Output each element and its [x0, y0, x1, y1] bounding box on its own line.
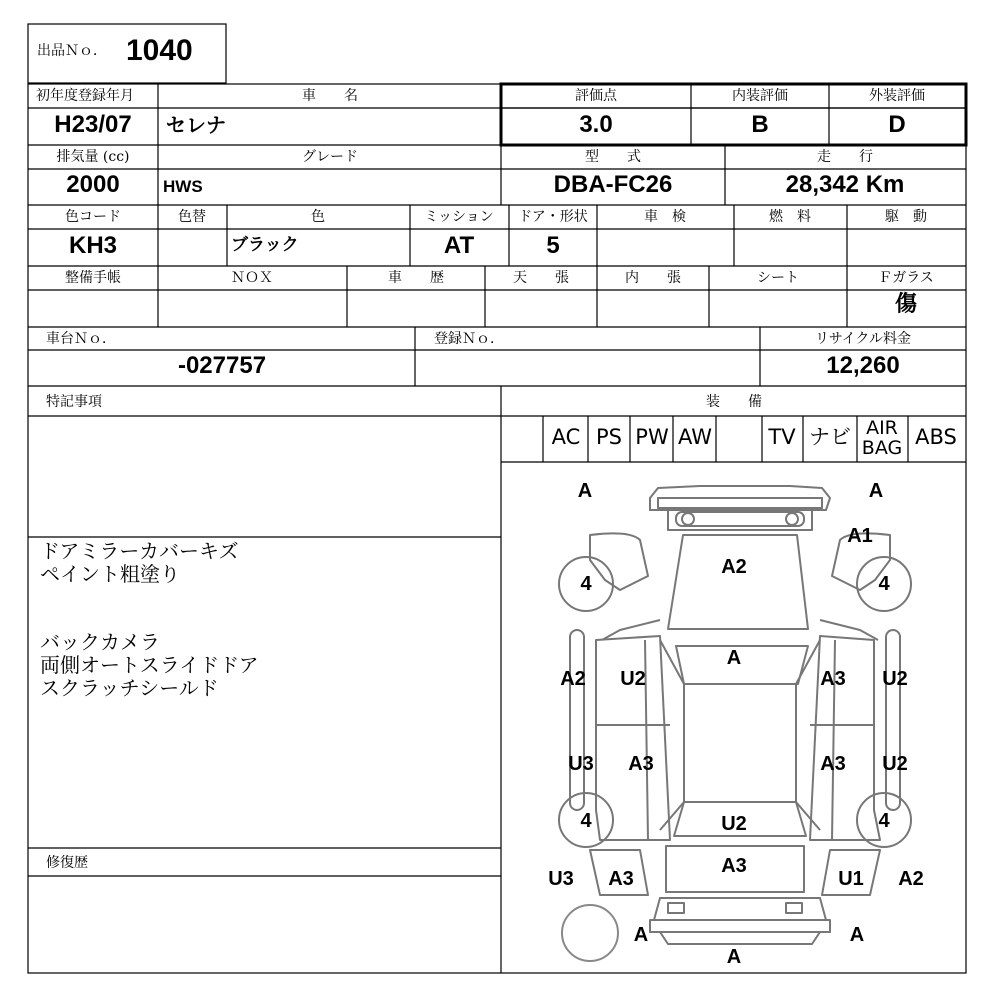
grade-label: グレード [302, 149, 358, 165]
f-glass-label: Ｆガラス [878, 270, 934, 286]
mileage-value: 28,342 Km [785, 171, 905, 198]
mark-front-left: A [577, 480, 593, 502]
note-defects: ドアミラーカバーキズ ペイント粗塗り [40, 539, 239, 586]
f-glass-value: 傷 [894, 292, 918, 317]
mark-rear-bumper: A [726, 946, 742, 968]
chassis-no-label: 車台Ｎｏ． [46, 331, 116, 347]
first-reg-label: 初年度登録年月 [36, 88, 134, 104]
score-label: 評価点 [575, 88, 617, 104]
reg-no-label: 登録Ｎｏ． [434, 331, 504, 347]
mark-tire-fl: 4 [580, 573, 592, 595]
rear-bumper [654, 898, 826, 920]
exterior-label: 外装評価 [869, 88, 925, 104]
equip-airbag: AIR BAG [861, 417, 903, 459]
seat-label: シート [757, 270, 799, 286]
mileage-label: 走 行 [817, 149, 873, 165]
sunroof-label: 天 張 [513, 270, 569, 286]
roof [684, 684, 796, 802]
exterior-value: D [888, 111, 906, 138]
mission-value: AT [443, 232, 475, 259]
mark-right-rear-corner: A2 [898, 868, 924, 890]
hood [668, 535, 808, 629]
equip-pw: PW [635, 425, 669, 449]
displacement-label: 排気量 (cc) [56, 149, 130, 165]
lot-label: 出品Ｎｏ． [37, 43, 107, 59]
service-book-label: 整備手帳 [65, 270, 121, 286]
fuel-label: 燃 料 [769, 209, 811, 225]
drive-label: 駆 動 [885, 209, 927, 225]
door-label: ドア・形状 [518, 209, 588, 225]
mark-left-rear-panel: A3 [608, 868, 634, 890]
mark-right-fender: U2 [882, 668, 908, 690]
color-change-label: 色替 [178, 209, 206, 225]
score-value: 3.0 [579, 111, 613, 138]
front-roof [676, 646, 808, 684]
mark-back-door: A3 [721, 855, 747, 877]
mark-left-rear-corner: U3 [548, 868, 574, 890]
mark-right-rear-door: A3 [820, 753, 846, 775]
nox-label: ＮＯＸ [231, 270, 273, 286]
color-code-label: 色コード [65, 209, 121, 225]
inner-trim-label: 内 張 [625, 270, 681, 286]
equip-ps: PS [596, 425, 622, 449]
inspection-label: 車 検 [644, 209, 686, 225]
mark-rear-left: A [633, 924, 649, 946]
mark-a1: A1 [847, 525, 873, 547]
mark-left-fender: A2 [560, 668, 586, 690]
equip-ac: AC [551, 425, 581, 449]
repair-label: 修復歴 [46, 855, 88, 871]
interior-label: 内装評価 [732, 88, 788, 104]
color-code-value: KH3 [68, 232, 118, 259]
chassis-no-value: -027757 [177, 352, 267, 379]
equip-tv: TV [768, 425, 796, 449]
interior-value: B [751, 111, 769, 138]
mark-tire-rl: 4 [580, 810, 592, 832]
mark-left-rear-side: U3 [568, 753, 594, 775]
door-value: 5 [546, 232, 560, 259]
note-options: バックカメラ 両側オートスライドドア スクラッチシールド [40, 630, 259, 700]
equip-aw: AW [678, 425, 712, 449]
mark-roof: A [726, 647, 742, 669]
color-value: ブラック [231, 235, 299, 255]
history-label: 車 歴 [388, 270, 444, 286]
mark-hood: A2 [721, 556, 747, 578]
color-label: 色 [311, 209, 325, 225]
equipment-label: 装 備 [706, 394, 762, 410]
lot-number: 1040 [126, 34, 193, 67]
mark-rear-right: A [849, 924, 865, 946]
mark-left-front-door: U2 [620, 668, 646, 690]
mark-rear-roof: U2 [721, 813, 747, 835]
displacement-value: 2000 [66, 171, 120, 198]
mark-front-right: A [868, 480, 884, 502]
recycle-label: リサイクル料金 [814, 331, 912, 347]
grade-value: HWS [163, 177, 203, 196]
model-value: DBA-FC26 [553, 171, 673, 198]
equip-abs: ABS [915, 425, 957, 449]
mark-right-rear-panel: U1 [838, 868, 864, 890]
model-label: 型 式 [585, 149, 641, 165]
car-name-label: 車 名 [302, 88, 358, 104]
equip-navi: ナビ [809, 425, 851, 449]
mark-tire-rr: 4 [878, 810, 890, 832]
mark-tire-fr: 4 [878, 573, 890, 595]
notes-label: 特記事項 [46, 394, 102, 410]
mission-label: ミッション [424, 209, 494, 225]
first-reg-value: H23/07 [54, 111, 132, 138]
mark-left-rear-door: A3 [628, 753, 654, 775]
recycle-value: 12,260 [826, 352, 900, 379]
mark-right-rear-side: U2 [882, 753, 908, 775]
mark-right-front-door: A3 [820, 668, 846, 690]
car-name-value: セレナ [166, 113, 226, 137]
